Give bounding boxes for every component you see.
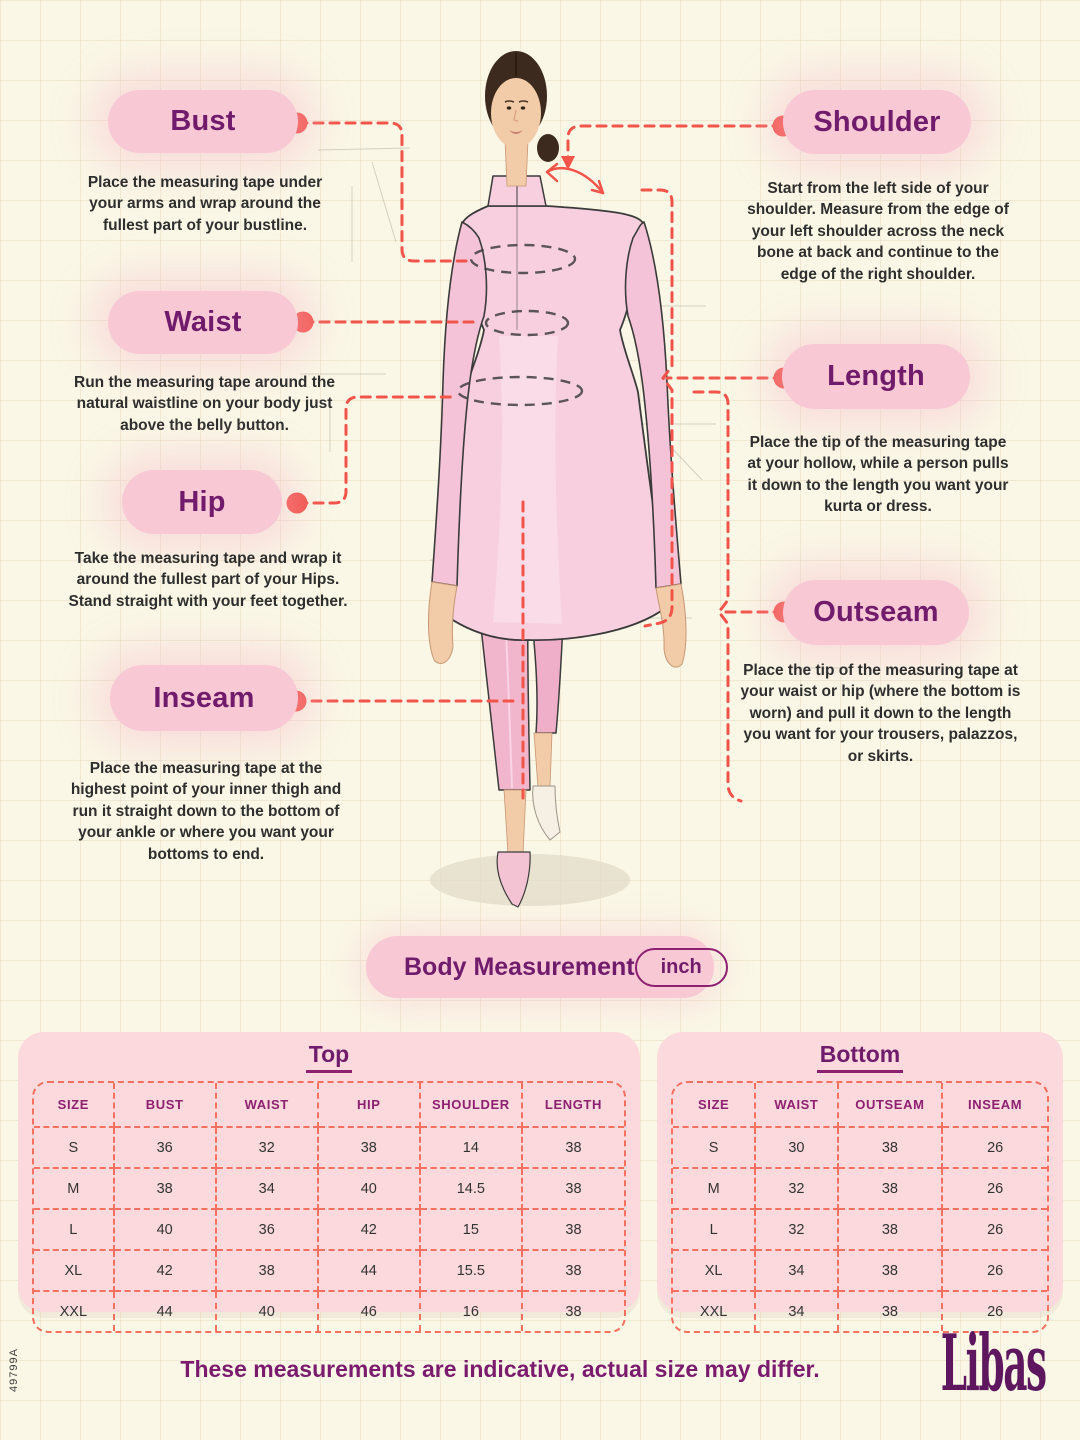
length-pill	[782, 344, 970, 409]
table-cell: 38	[522, 1127, 624, 1168]
front-ankle	[504, 790, 526, 854]
column-header: HIP	[318, 1083, 420, 1127]
outseam-label: Outseam	[813, 596, 939, 628]
column-header: SIZE	[673, 1083, 755, 1127]
table-cell: L	[34, 1209, 114, 1250]
top-size-table-panel	[18, 1032, 640, 1320]
top-table-title: Top	[18, 1041, 640, 1073]
table-cell: L	[673, 1209, 755, 1250]
back-ankle	[534, 733, 552, 788]
table-row	[34, 1209, 624, 1250]
table-cell: 36	[216, 1209, 318, 1250]
bust-label: Bust	[170, 105, 236, 137]
hip-label: Hip	[178, 485, 226, 518]
table-cell: 34	[755, 1250, 837, 1291]
table-cell: S	[34, 1127, 114, 1168]
body-measurement-bar	[366, 936, 714, 998]
size-table	[34, 1083, 624, 1331]
top-size-table	[32, 1081, 626, 1333]
table-cell: 38	[522, 1250, 624, 1291]
size-table	[673, 1083, 1047, 1331]
table-cell: M	[673, 1168, 755, 1209]
hair-bun	[537, 134, 559, 162]
table-row	[673, 1168, 1047, 1209]
table-row	[34, 1250, 624, 1291]
table-cell: 14.5	[420, 1168, 522, 1209]
table-cell: S	[673, 1127, 755, 1168]
style-code: 49799A	[8, 1348, 20, 1392]
table-cell: 34	[755, 1291, 837, 1331]
table-row	[673, 1127, 1047, 1168]
table-cell: M	[34, 1168, 114, 1209]
table-cell: 36	[114, 1127, 216, 1168]
table-row	[673, 1250, 1047, 1291]
inseam-description: Place the measuring tape at the highest point of your inner thigh and run it straight down to the bottom of your ankle or where you want your bottoms to end.	[70, 760, 342, 863]
unit-inch-pill: inch	[635, 948, 728, 987]
bottom-size-table-panel	[657, 1032, 1063, 1320]
inseam-label: Inseam	[153, 681, 255, 714]
column-header: INSEAM	[942, 1083, 1047, 1127]
shoulder-arrow	[547, 156, 603, 193]
shoulder-connector-line	[568, 126, 782, 158]
table-cell: 42	[318, 1209, 420, 1250]
table-cell: 32	[755, 1209, 837, 1250]
table-cell: 15	[420, 1209, 522, 1250]
bust-description: Place the measuring tape under your arms and wrap around the fullest part of your bustline.	[87, 174, 323, 234]
hip-description: Take the measuring tape and wrap it around the fullest part of your Hips. Stand straight with your feet together.	[68, 550, 348, 610]
shoulder-description: Start from the left side of your shoulder. Measure from the edge of your left shoulder across the neck bone at back and continue to the edge of the right shoulder.	[747, 180, 1009, 283]
table-row	[673, 1209, 1047, 1250]
outseam-pill	[783, 580, 969, 645]
waist-pill	[108, 291, 298, 354]
inseam-pill	[110, 665, 298, 731]
libas-logo: Libas	[941, 1318, 1046, 1410]
table-cell: 42	[114, 1250, 216, 1291]
column-header: WAIST	[755, 1083, 837, 1127]
column-header: WAIST	[216, 1083, 318, 1127]
table-cell: 40	[318, 1168, 420, 1209]
column-header: SIZE	[34, 1083, 114, 1127]
table-cell: XL	[673, 1250, 755, 1291]
table-cell: 26	[942, 1209, 1047, 1250]
outseam-vertical-line	[694, 392, 741, 801]
table-cell: XXL	[34, 1291, 114, 1331]
table-cell: 15.5	[420, 1250, 522, 1291]
table-cell: 38	[522, 1168, 624, 1209]
table-cell: 38	[838, 1291, 943, 1331]
table-row	[34, 1127, 624, 1168]
table-cell: 26	[942, 1168, 1047, 1209]
shoulder-pill	[783, 90, 971, 154]
body-measurement-label: Body Measurement	[404, 952, 635, 981]
left-hand	[428, 582, 457, 664]
table-cell: 38	[838, 1127, 943, 1168]
column-header: BUST	[114, 1083, 216, 1127]
hip-pill	[122, 470, 282, 534]
table-cell: 30	[755, 1127, 837, 1168]
table-cell: 38	[114, 1168, 216, 1209]
disclaimer-text: These measurements are indicative, actual size may differ.	[180, 1356, 820, 1382]
table-cell: 46	[318, 1291, 420, 1331]
table-cell: 38	[838, 1209, 943, 1250]
table-cell: 16	[420, 1291, 522, 1331]
table-cell: 38	[318, 1127, 420, 1168]
bottom-table-title: Bottom	[657, 1041, 1063, 1073]
back-shoe	[533, 786, 560, 840]
outseam-description: Place the tip of the measuring tape at your waist or hip (where the bottom is worn) and pull it down to the length you want for your trousers, palazzos, or skirts.	[740, 662, 1021, 765]
table-cell: 38	[565, 1303, 582, 1320]
bottom-size-table	[671, 1081, 1049, 1333]
table-cell: 38	[838, 1250, 943, 1291]
table-cell: 38	[216, 1250, 318, 1291]
table-cell: 40	[216, 1291, 318, 1331]
waist-label: Waist	[164, 306, 242, 338]
bust-pill	[108, 90, 298, 153]
table-cell: 32	[755, 1168, 837, 1209]
table-cell: 44	[114, 1291, 216, 1331]
column-header: LENGTH	[522, 1083, 624, 1127]
table-cell: 38	[522, 1209, 624, 1250]
table-cell: 26	[987, 1303, 1004, 1320]
waist-description: Run the measuring tape around the natural waistline on your body just above the belly button.	[74, 374, 335, 434]
table-cell: 26	[942, 1127, 1047, 1168]
fashion-figure	[428, 51, 686, 907]
table-row	[34, 1168, 624, 1209]
table-cell: 40	[114, 1209, 216, 1250]
shoulder-label: Shoulder	[813, 105, 941, 138]
table-cell: XXL	[673, 1291, 755, 1331]
hip-dot	[287, 493, 308, 514]
table-cell: XL	[34, 1250, 114, 1291]
table-cell: 34	[216, 1168, 318, 1209]
length-description: Place the tip of the measuring tape at your hollow, while a person pulls it down to the length you want your kurta or dress.	[747, 434, 1009, 516]
table-row	[34, 1291, 624, 1331]
table-cell: 14	[420, 1127, 522, 1168]
table-cell: 32	[216, 1127, 318, 1168]
table-cell: 38	[838, 1168, 943, 1209]
table-cell: 44	[318, 1250, 420, 1291]
column-header: OUTSEAM	[838, 1083, 943, 1127]
column-header: SHOULDER	[420, 1083, 522, 1127]
length-label: Length	[827, 360, 925, 392]
table-cell: 26	[942, 1250, 1047, 1291]
